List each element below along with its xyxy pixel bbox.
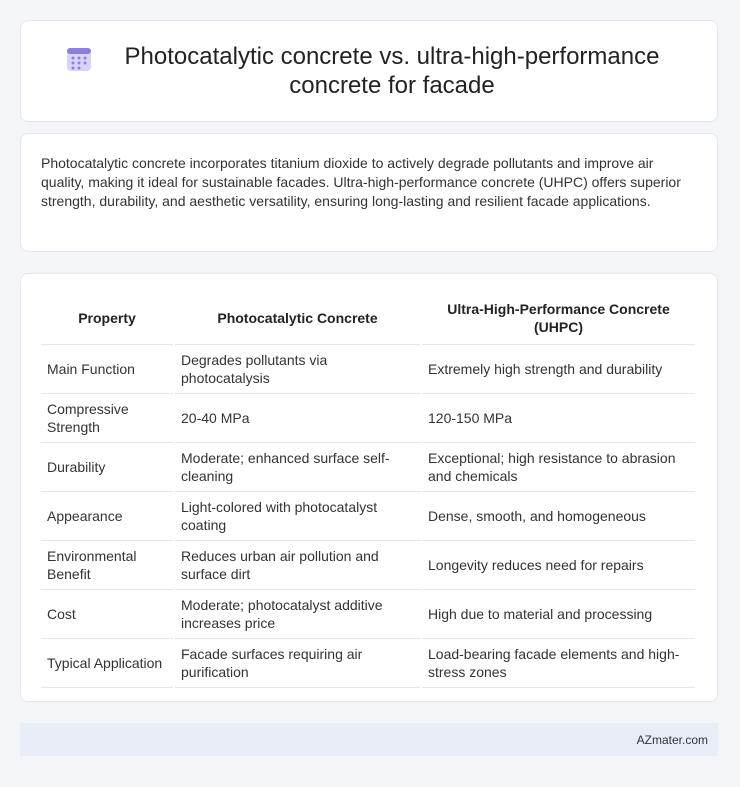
row-uhpc-value: High due to material and processing xyxy=(422,590,695,639)
table-row xyxy=(41,345,695,394)
row-property: Main Function xyxy=(41,345,173,394)
row-property: Compressive Strength xyxy=(41,394,173,443)
row-photocatalytic-value: Light-colored with photocatalyst coating xyxy=(175,492,420,541)
row-photocatalytic-value: 20-40 MPa xyxy=(175,394,420,443)
intro-paragraph: Photocatalytic concrete incorporates titanium dioxide to actively degrade pollutants and improve air quality, making it ideal for sustainable facades. Ultra-high-performance concrete (UHPC) offers superior strength, durability, and aesthetic versatility, ensuring long-lasting and resilient facade applications. xyxy=(41,155,681,209)
row-photocatalytic-value: Moderate; photocatalyst additive increases price xyxy=(175,590,420,639)
row-uhpc-value: 120-150 MPa xyxy=(422,394,695,443)
footer xyxy=(20,723,718,756)
row-photocatalytic-value: Facade surfaces requiring air purification xyxy=(175,639,420,688)
table-row xyxy=(41,541,695,590)
footer-brand[interactable]: AZmater.com xyxy=(636,732,708,747)
calendar-icon xyxy=(66,46,92,72)
table-row xyxy=(41,443,695,492)
table-row xyxy=(41,639,695,688)
row-property: Typical Application xyxy=(41,639,173,688)
column-header-photocatalytic: Photocatalytic Concrete xyxy=(175,292,420,345)
row-uhpc-value: Extremely high strength and durability xyxy=(422,345,695,394)
row-uhpc-value: Load-bearing facade elements and high-stress zones xyxy=(422,639,695,688)
intro-card xyxy=(20,133,718,252)
row-uhpc-value: Longevity reduces need for repairs xyxy=(422,541,695,590)
column-header-uhpc: Ultra-High-Performance Concrete (UHPC) xyxy=(422,292,695,345)
row-photocatalytic-value: Moderate; enhanced surface self-cleaning xyxy=(175,443,420,492)
row-photocatalytic-value: Reduces urban air pollution and surface dirt xyxy=(175,541,420,590)
table-row xyxy=(41,492,695,541)
row-property: Cost xyxy=(41,590,173,639)
title-wrap xyxy=(66,42,672,100)
page-title: Photocatalytic concrete vs. ultra-high-performance concrete for facade xyxy=(124,43,660,99)
row-property: Appearance xyxy=(41,492,173,541)
comparison-table-card xyxy=(20,273,718,702)
row-uhpc-value: Exceptional; high resistance to abrasion and chemicals xyxy=(422,443,695,492)
column-header-property: Property xyxy=(41,292,173,345)
table-row xyxy=(41,590,695,639)
comparison-table xyxy=(39,292,697,688)
row-uhpc-value: Dense, smooth, and homogeneous xyxy=(422,492,695,541)
table-row xyxy=(41,394,695,443)
title-card xyxy=(20,20,718,122)
row-property: Environmental Benefit xyxy=(41,541,173,590)
table-header-row xyxy=(41,292,695,345)
row-property: Durability xyxy=(41,443,173,492)
row-photocatalytic-value: Degrades pollutants via photocatalysis xyxy=(175,345,420,394)
